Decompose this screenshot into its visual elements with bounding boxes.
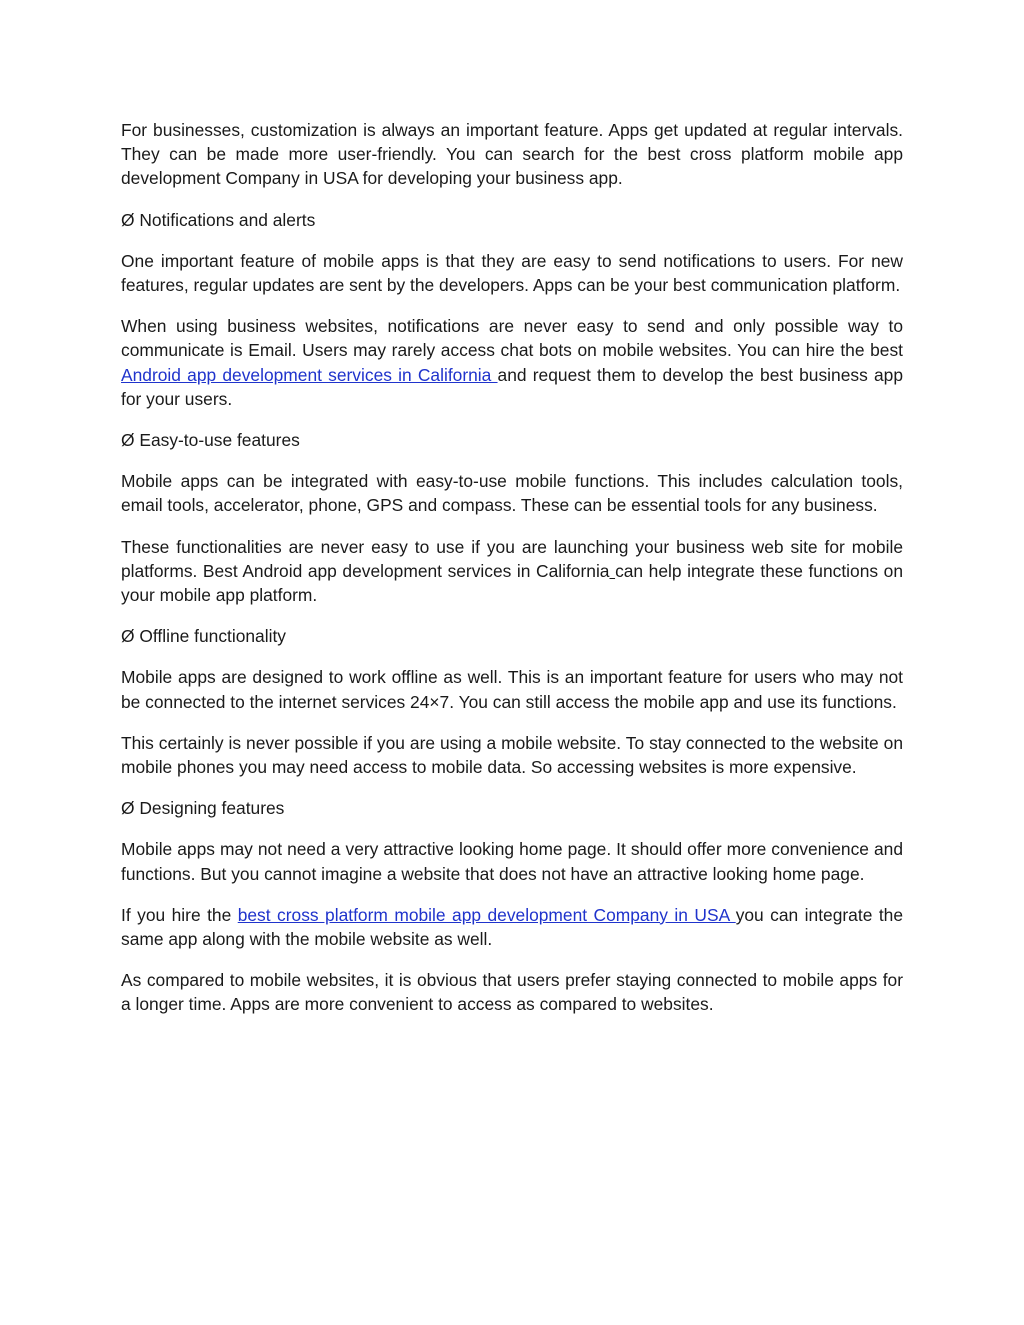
- paragraph-text-before-link: If you hire the: [121, 904, 238, 925]
- paragraph-text-before-link: When using business websites, notifications are never easy to send and only possible way to communicate is Email. Users may rarely access chat bots on mobile websites. You can hire the best: [121, 316, 903, 361]
- paragraph-work-offline: Mobile apps are designed to work offline as well. This is an important feature for users who may not be connected to the internet services 24×7. You can still access the mobile app and use its functions.: [121, 667, 903, 712]
- paragraph-text-before-underline: These functionalities are never easy to use if you are launching your business web site for mobile platforms. Best Android app development services in California: [121, 536, 903, 581]
- paragraph-text-after-link: and request them to develop the best business app for your users.: [121, 364, 903, 409]
- paragraph-mobile-functions: Mobile apps can be integrated with easy-to-use mobile functions. This includes calculation tools, email tools, accelerator, phone, GPS and compass. These can be essential tools for any business.: [121, 471, 903, 516]
- paragraph-notifications: One important feature of mobile apps is that they are easy to send notifications to users. For new features, regular updates are sent by the developers. Apps can be your best communication platform.: [121, 250, 903, 296]
- heading-notifications-and-alerts: Ø Notifications and alerts: [121, 209, 316, 230]
- paragraph-text-after-link: you can integrate the same app along with the mobile website as well.: [121, 904, 903, 950]
- paragraph-home-page: Mobile apps may not need a very attractive looking home page. It should offer more convenience and functions. But you cannot imagine a website that does not have an attractive looking home page.: [121, 839, 903, 884]
- paragraph-conclusion: As compared to mobile websites, it is obvious that users prefer staying connected to mobile apps for a longer time. Apps are more convenient to access as compared to websites.: [121, 970, 903, 1015]
- paragraph-customization: For businesses, customization is always an important feature. Apps get updated at regular intervals. They can be made more user-friendly. You can search for the best cross platform mobile app development Company in USA for developing your business app.: [121, 120, 903, 189]
- paragraph-business-websites: [121, 314, 903, 411]
- heading-designing-features: Ø Designing features: [121, 798, 285, 819]
- cross-platform-company-link[interactable]: best cross platform mobile app development Company in USA: [237, 904, 736, 925]
- heading-easy-to-use-features: Ø Easy-to-use features: [121, 430, 300, 451]
- document-page: [121, 118, 903, 1034]
- paragraph-hire-company: [121, 903, 903, 951]
- paragraph-mobile-website-data: This certainly is never possible if you are using a mobile website. To stay connected to the website on mobile phones you may need access to mobile data. So accessing websites is more expensive.: [121, 732, 903, 778]
- heading-offline-functionality: Ø Offline functionality: [121, 626, 286, 647]
- paragraph-functionalities: [121, 535, 903, 608]
- android-app-development-link[interactable]: Android app development services in California: [121, 364, 498, 385]
- paragraph-text-after-underline: can help integrate these functions on your mobile app platform.: [121, 560, 903, 606]
